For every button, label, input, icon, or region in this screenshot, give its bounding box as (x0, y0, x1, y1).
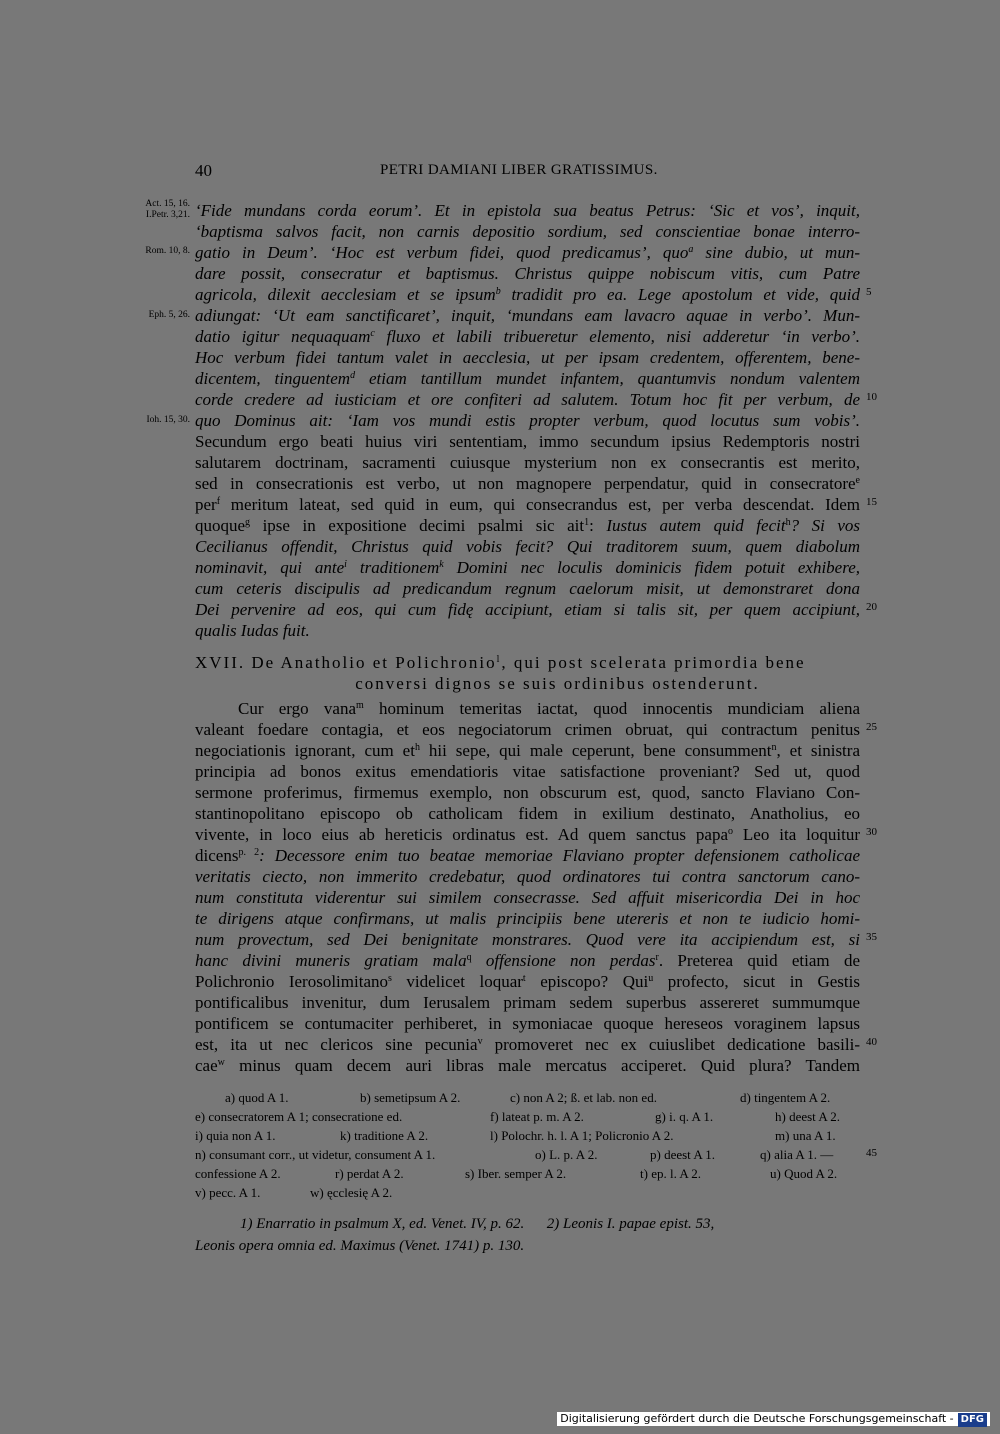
line-number: 15 (866, 496, 877, 508)
text-line: negociationis ignorant, cum $et^h$ hii sepe, qui male ceperunt, bene consumment$^n$, et sinistra (195, 741, 860, 760)
text-line: num provectum, sed Dei benignitate monstrares. Quod vere ita accipiendum est, si (195, 930, 860, 949)
apparatus-note: v) pecc. A 1. (195, 1185, 261, 1200)
text-line: Cur ergo vana$^m$ hominum temeritas iactat, quod innocentis mundiciam aliena (238, 699, 860, 718)
footnote-line: 1) Enarratio in psalmum X, ed. Venet. IV, p. 62. 2) Leonis I. papae epist. 53, (240, 1216, 715, 1232)
apparatus-note: c) non A 2; ß. et lab. non ed. (510, 1090, 657, 1105)
line-number: 35 (866, 931, 877, 943)
line-number: 40 (866, 1036, 877, 1048)
apparatus-note: e) consecratorem A 1; consecratione ed. (195, 1109, 403, 1124)
text-line: datio igitur nequaquam$^c$ fluxo et labili tribueretur elemento, nisi adderetur ‘in verbo’. (195, 327, 860, 346)
text-line: Hoc verbum fidei tantum valet in aecclesia, ut per ipsam credentem, offerentem, bene- (195, 348, 860, 367)
apparatus-note: w) ęcclesię A 2. (310, 1185, 393, 1200)
apparatus-note: d) tingentem A 2. (740, 1090, 831, 1105)
chapter-heading-continued: conversi dignos se suis ordinibus ostenderunt. (355, 674, 760, 693)
text-line: pontificem se contumaciter perhiberet, in symoniacae quoque hereseos voraginem lapsus (195, 1014, 860, 1033)
apparatus-note: i) quia non A 1. (195, 1128, 276, 1143)
text-line: cum ceteris discipulis ad predicandum regnum caelorum misit, ut demonstraret dona (195, 579, 860, 598)
footnote-line: Leonis opera omnia ed. Maximus (Venet. 1741) p. 130. (195, 1238, 525, 1254)
margin-reference: Rom. 10, 8. (145, 246, 190, 256)
text-line: corde credere ad iusticiam et ore confiteri ad salutem. Totum hoc fit per verbum, de (195, 390, 860, 409)
line-number: 30 (866, 826, 877, 838)
line-number: 5 (866, 286, 872, 298)
apparatus-note: k) traditione A 2. (340, 1128, 429, 1143)
text-line: nominavit, qui ante$^i$ traditionem$^k$ Domini nec loculis dominicis fidem potuit exhibere, (195, 558, 860, 577)
text-line: quoque$^g$ ipse in expositione decimi psalmi sic ait$^1$: Iustus autem quid fecit$^h$? Si vos (195, 516, 860, 535)
apparatus-note: f) lateat p. m. A 2. (490, 1109, 584, 1124)
text-line: valeant foedare contagia, et eos negociatorum crimen obruat, qui contractum penitus (195, 720, 860, 739)
dfg-logo: DFG (958, 1413, 987, 1427)
margin-reference: Ioh. 15, 30. (146, 415, 190, 425)
page-title: PETRI DAMIANI LIBER GRATISSIMUS. (380, 162, 658, 178)
text-line: dicentem, tinguentem$^d$ etiam tantillum mundet infantem, quantumvis nondum valentem (195, 369, 860, 388)
apparatus-note: l) Polochr. h. l. A 1; Policronio A 2. (490, 1128, 674, 1143)
apparatus-note: p) deest A 1. (650, 1147, 715, 1162)
text-line: dare possit, consecratur et baptismus. Christus quippe nobiscum vitis, cum Patre (195, 264, 860, 283)
text-line: adiungat: ‘Ut eam sanctificaret’, inquit, ‘mundans eam lavacro aquae in verbo’. Mun- (195, 306, 860, 325)
apparatus-note: s) Iber. semper A 2. (465, 1166, 567, 1181)
text-line: Dei pervenire ad eos, qui cum fidę accipiunt, etiam si talis sit, per quem accipiunt, (195, 600, 860, 619)
text-line: stantinopolitano episcopo ob catholicam fidem in exilium destinato, Anatholius, eo (195, 804, 860, 823)
running-head (195, 161, 860, 185)
text-line: sed in consecrationis est verbo, ut non magnopere perpendatur, quid in consecratore$^e$ (195, 474, 860, 493)
text-line: quo Dominus ait: ‘Iam vos mundi estis propter verbum, quod locutus sum vobis’. (195, 411, 860, 430)
critical-apparatus (195, 1088, 860, 1208)
text-line: agricola, dilexit aecclesiam et se ipsum$^b$ tradidit pro ea. Lege apostolum et vide, quid (195, 285, 860, 304)
line-number: 25 (866, 721, 877, 733)
text-line: per$^f$ meritum lateat, sed quid in eum, qui consecrandus est, per verba descendat. Idem (195, 495, 860, 514)
text-line: principia ad bonos exitus emendatioris vitae satisfactione proveniant? Sed ut, quod (195, 762, 860, 781)
text-line: hanc divini muneris gratiam mala$^q$ offensione non perdas$^r$. Preterea quid etiam de (195, 951, 860, 970)
digitization-credit: Digitalisierung gefördert durch die Deutsche Forschungsgemeinschaft - DFG (557, 1412, 990, 1426)
apparatus-note: o) L. p. A 2. (535, 1147, 598, 1162)
apparatus-note: a) quod A 1. (225, 1090, 289, 1105)
margin-reference: Act. 15, 16. (145, 199, 190, 209)
text-line: num constituta viderentur sui similem consecrasse. Sed affuit misericordia Dei in hoc (195, 888, 860, 907)
text-line: sermone proferimus, firmemus exemplo, non obscurum est, quod, sancto Flaviano Con- (195, 783, 860, 802)
text-line: Cecilianus offendit, Christus quid vobis fecit? Qui traditorem suum, quem diabolum (195, 537, 860, 556)
margin-reference: I.Petr. 3,21. (145, 210, 190, 220)
apparatus-note: confessione A 2. (195, 1166, 281, 1181)
text-line: veritatis ciecto, non immerito credebatur, quod ordinatores tui contra sanctorum cano- (195, 867, 860, 886)
line-number: 20 (866, 601, 877, 613)
text-line: est, ita ut nec clericos sine pecunia$^v$ promoveret nec ex cuiuslibet dedicatione basili- (195, 1035, 861, 1054)
margin-reference: Eph. 5, 26. (148, 310, 190, 320)
apparatus-note: g) i. q. A 1. (655, 1109, 714, 1124)
apparatus-note: h) deest A 2. (775, 1109, 840, 1124)
apparatus-note: r) perdat A 2. (335, 1166, 404, 1181)
line-number: 45 (866, 1147, 877, 1159)
text-line: ‘baptisma salvos facit, non carnis depositio sordium, sed conscientiae bonae interro- (195, 222, 860, 241)
apparatus-note: t) ep. l. A 2. (640, 1166, 702, 1181)
text-line: pontificalibus invenitur, dum Ierusalem primam sedem superbus assereret summumque (195, 993, 860, 1012)
page-number: 40 (195, 161, 212, 180)
text-line: salutarem doctrinam, sacramenti cuiusque mysterium non ex consecrantis est merito, (195, 453, 860, 472)
apparatus-note: q) alia A 1. — (760, 1147, 834, 1162)
text-line: ‘Fide mundans corda eorum’. Et in epistola sua beatus Petrus: ‘Sic et vos’, inquit, (195, 201, 860, 220)
apparatus-note: m) una A 1. (775, 1128, 836, 1143)
line-number: 10 (866, 391, 877, 403)
chapter-heading: XVII. De Anatholio et Polichronio$^l$, qui post scelerata primordia bene (195, 653, 806, 672)
text-line: te dirigens atque confirmans, ut malis principiis bene utereris et non te iudicio homi- (195, 909, 860, 928)
text-line: dicens$^{p. 2}$: Decessore enim tuo beatae memoriae Flaviano propter defensionem catholicae (195, 846, 860, 865)
text-line: qualis Iudas fuit. (195, 621, 310, 640)
apparatus-note: u) Quod A 2. (770, 1166, 838, 1181)
text-line: vivente, in loco eius ab hereticis ordinatus est. Ad quem sanctus papa$^o$ Leo ita loquitur (195, 825, 860, 844)
text-line: cae$^w$ minus quam decem auri libras male mercatus acciperet. Quid plura? Tandem (195, 1056, 860, 1075)
text-line: Secundum ergo beati huius viri sententiam, immo secundum ipsius Redemptoris nostri (195, 432, 860, 451)
apparatus-note: n) consumant corr., ut videtur, consument A 1. (195, 1147, 436, 1162)
text-line: Polichronio Ierosolimitano$^s$ videlicet loquar$^t$ episcopo? Qui$^u$ profecto, sicut in Gestis (195, 972, 860, 991)
apparatus-note: b) semetipsum A 2. (360, 1090, 461, 1105)
text-line: gatio in Deum’. ‘Hoc est verbum fidei, quod predicamus’, quo$^a$ sine dubio, ut mun- (195, 243, 860, 262)
